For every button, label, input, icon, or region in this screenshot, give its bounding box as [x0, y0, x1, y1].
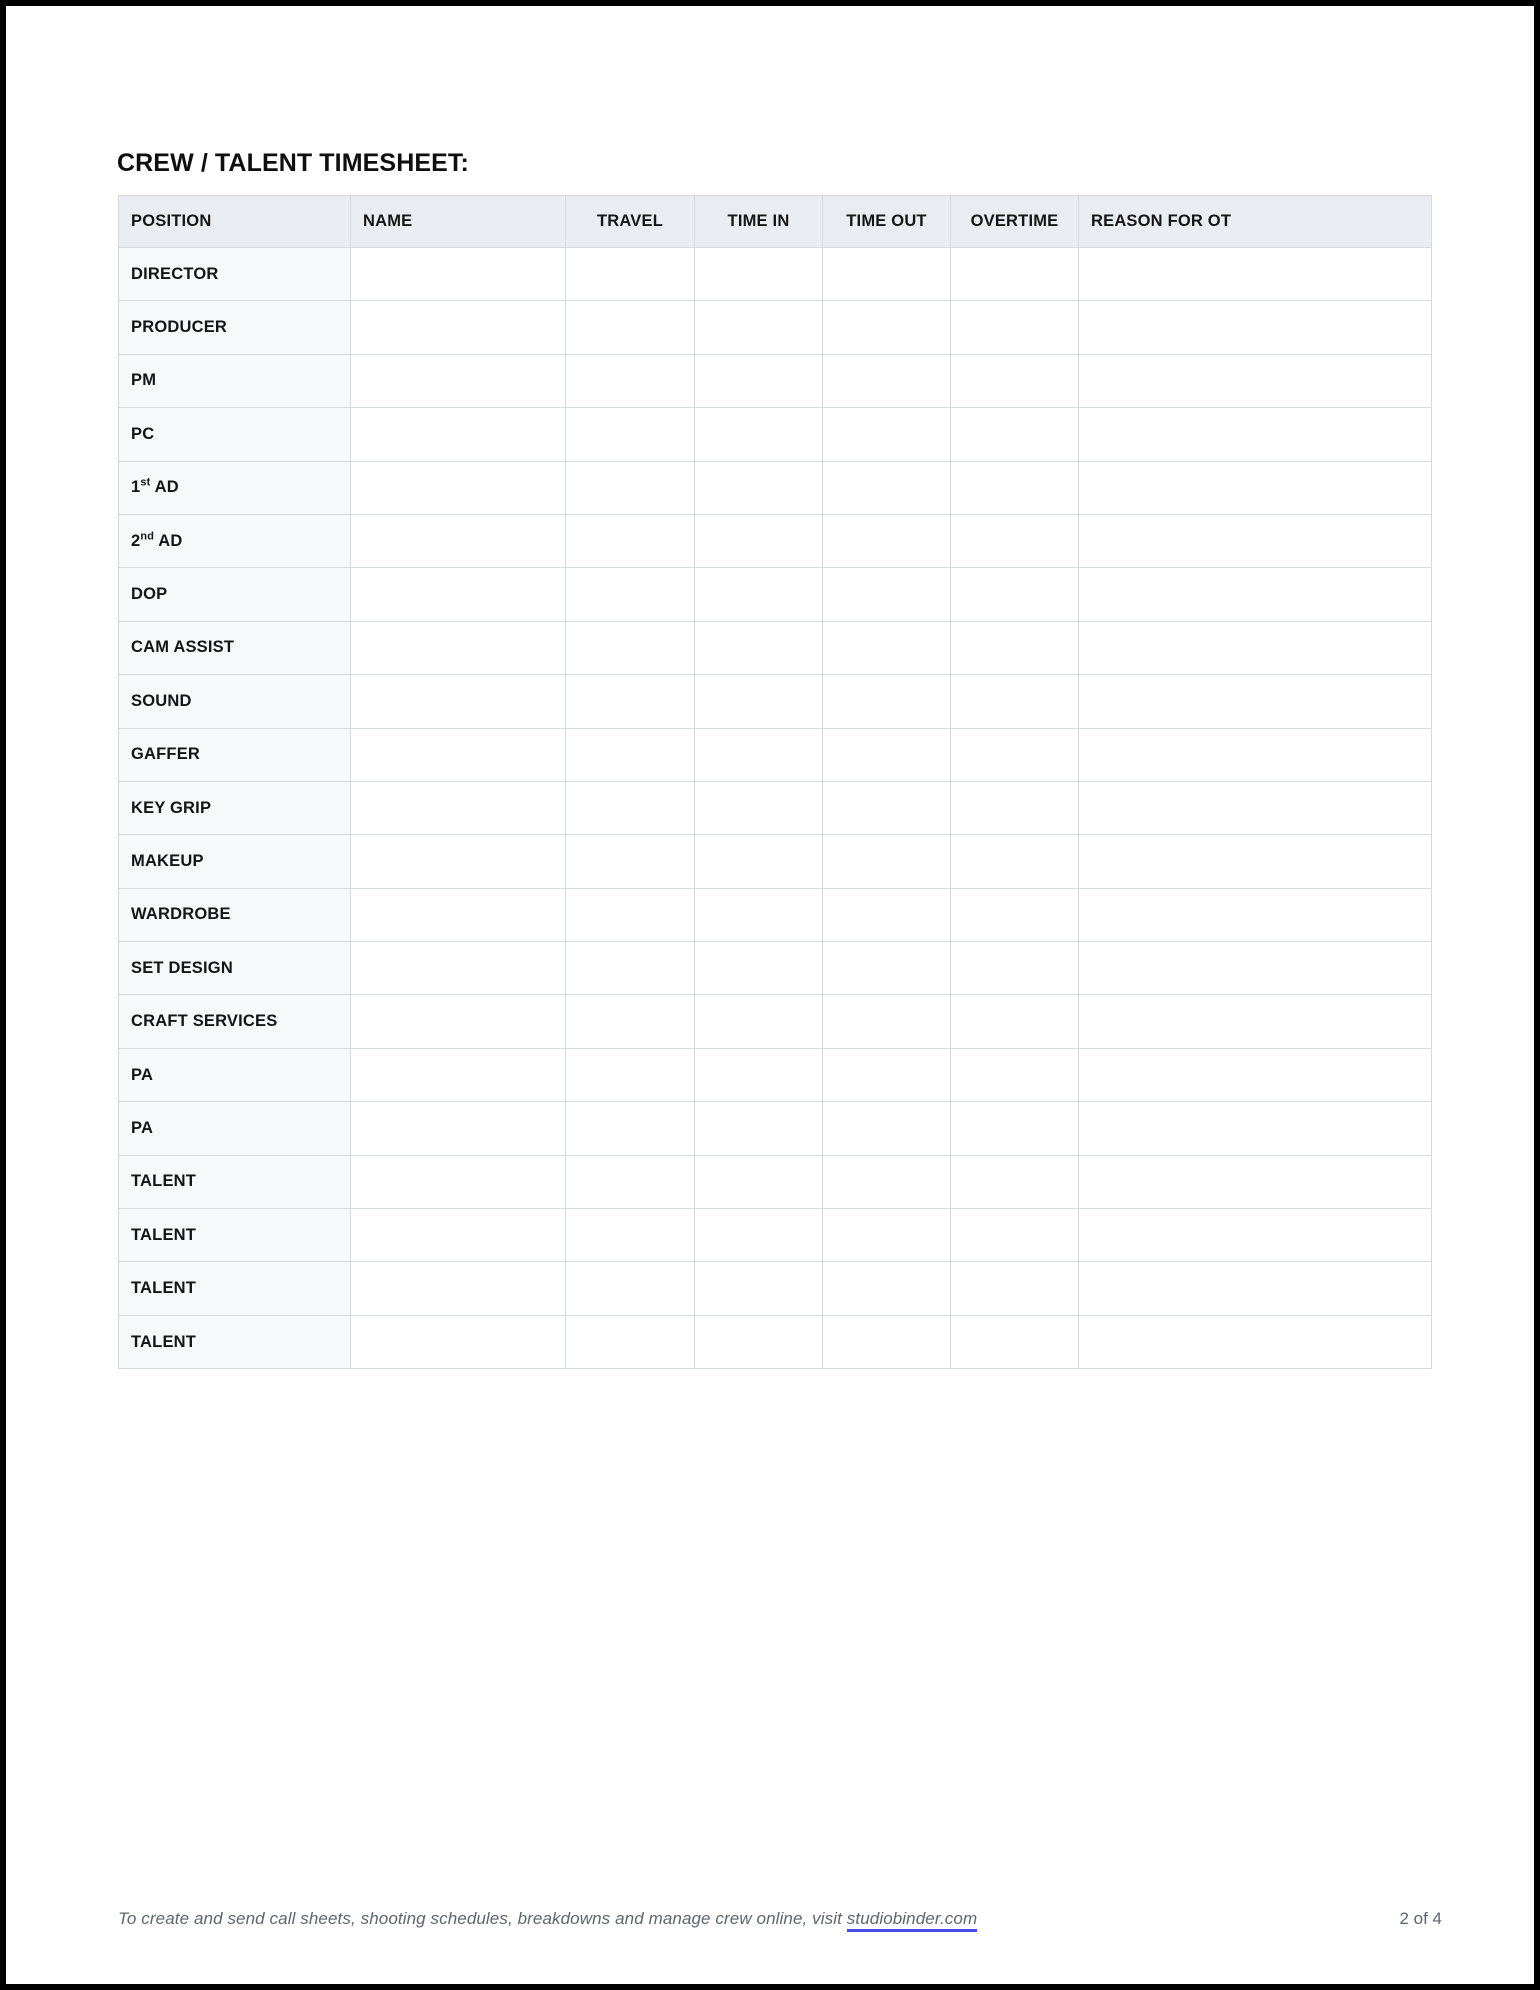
cell-reason-for-ot[interactable]: [1079, 621, 1432, 674]
cell-reason-for-ot[interactable]: [1079, 408, 1432, 461]
table-row: [119, 1048, 1432, 1101]
cell-name[interactable]: [351, 1262, 566, 1315]
cell-travel[interactable]: [566, 942, 695, 995]
cell-reason-for-ot[interactable]: [1079, 728, 1432, 781]
cell-reason-for-ot[interactable]: [1079, 1048, 1432, 1101]
position-label: WARDROBE: [131, 905, 231, 924]
cell-overtime[interactable]: [951, 1262, 1079, 1315]
cell-time-out[interactable]: [823, 248, 951, 301]
cell-travel[interactable]: [566, 248, 695, 301]
cell-name[interactable]: [351, 942, 566, 995]
cell-position: [119, 514, 351, 567]
table-row: [119, 1102, 1432, 1155]
position-label: MAKEUP: [131, 851, 204, 870]
cell-overtime[interactable]: [951, 1102, 1079, 1155]
cell-overtime[interactable]: [951, 942, 1079, 995]
cell-travel[interactable]: [566, 461, 695, 514]
cell-name[interactable]: [351, 835, 566, 888]
cell-position: [119, 568, 351, 621]
cell-time-in[interactable]: [695, 1209, 823, 1262]
table-row: [119, 621, 1432, 674]
cell-position: [119, 1102, 351, 1155]
position-label: TALENT: [131, 1225, 197, 1244]
position-label: 2: [131, 531, 141, 550]
cell-overtime[interactable]: [951, 621, 1079, 674]
table-row: [119, 995, 1432, 1048]
table-row: [119, 514, 1432, 567]
cell-time-in[interactable]: [695, 408, 823, 461]
table-row: [119, 568, 1432, 621]
cell-name[interactable]: [351, 408, 566, 461]
cell-time-in[interactable]: [695, 1048, 823, 1101]
cell-overtime[interactable]: [951, 354, 1079, 407]
cell-time-in[interactable]: [695, 1102, 823, 1155]
cell-overtime[interactable]: [951, 888, 1079, 941]
cell-time-in[interactable]: [695, 675, 823, 728]
cell-overtime[interactable]: [951, 728, 1079, 781]
cell-name[interactable]: [351, 1209, 566, 1262]
position-label: PA: [131, 1065, 154, 1084]
cell-travel[interactable]: [566, 781, 695, 834]
cell-time-in[interactable]: [695, 1155, 823, 1208]
cell-position: [119, 675, 351, 728]
position-label: 1: [131, 478, 141, 497]
page-indicator: 2 of 4: [1399, 1909, 1442, 1928]
cell-overtime[interactable]: [951, 1155, 1079, 1208]
cell-reason-for-ot[interactable]: [1079, 888, 1432, 941]
cell-travel[interactable]: [566, 728, 695, 781]
cell-time-out[interactable]: [823, 728, 951, 781]
table-row: [119, 835, 1432, 888]
cell-name[interactable]: [351, 781, 566, 834]
cell-time-out[interactable]: [823, 408, 951, 461]
cell-time-out[interactable]: [823, 835, 951, 888]
cell-time-out[interactable]: [823, 781, 951, 834]
cell-overtime[interactable]: [951, 408, 1079, 461]
cell-travel[interactable]: [566, 1155, 695, 1208]
cell-position: [119, 354, 351, 407]
position-label: GAFFER: [131, 745, 201, 764]
table-row: [119, 781, 1432, 834]
cell-travel[interactable]: [566, 835, 695, 888]
cell-time-out[interactable]: [823, 1155, 951, 1208]
cell-travel[interactable]: [566, 1262, 695, 1315]
cell-time-out[interactable]: [823, 621, 951, 674]
cell-travel[interactable]: [566, 408, 695, 461]
cell-overtime[interactable]: [951, 995, 1079, 1048]
table-row: [119, 354, 1432, 407]
cell-overtime[interactable]: [951, 1048, 1079, 1101]
cell-time-out[interactable]: [823, 888, 951, 941]
position-label: TALENT: [131, 1279, 197, 1298]
cell-overtime[interactable]: [951, 568, 1079, 621]
position-label: DOP: [131, 585, 168, 604]
cell-reason-for-ot[interactable]: [1079, 568, 1432, 621]
cell-reason-for-ot[interactable]: [1079, 301, 1432, 354]
cell-position: [119, 1209, 351, 1262]
cell-travel[interactable]: [566, 888, 695, 941]
cell-name[interactable]: [351, 995, 566, 1048]
cell-position: [119, 835, 351, 888]
cell-name[interactable]: [351, 1155, 566, 1208]
cell-name[interactable]: [351, 675, 566, 728]
page-content: [6, 6, 1534, 1984]
cell-time-in[interactable]: [695, 301, 823, 354]
crew-talent-timesheet-table: [118, 195, 1432, 1369]
position-label: SET DESIGN: [131, 958, 233, 977]
cell-time-in[interactable]: [695, 248, 823, 301]
cell-time-out[interactable]: [823, 1102, 951, 1155]
position-ordinal-suffix: st: [140, 476, 151, 489]
column-header-reason-for-ot: REASON FOR OT: [1079, 196, 1432, 248]
position-label: CRAFT SERVICES: [131, 1012, 278, 1031]
position-label: PA: [131, 1118, 154, 1137]
cell-travel[interactable]: [566, 301, 695, 354]
cell-reason-for-ot[interactable]: [1079, 248, 1432, 301]
cell-time-out[interactable]: [823, 354, 951, 407]
cell-reason-for-ot[interactable]: [1079, 1155, 1432, 1208]
table-row: [119, 942, 1432, 995]
table-header-row: [119, 196, 1432, 248]
cell-time-out[interactable]: [823, 995, 951, 1048]
cell-name[interactable]: [351, 514, 566, 567]
column-header-time-out: TIME OUT: [823, 196, 951, 248]
position-label: PC: [131, 424, 155, 443]
cell-reason-for-ot[interactable]: [1079, 942, 1432, 995]
cell-travel[interactable]: [566, 675, 695, 728]
table-header: [119, 196, 1432, 248]
cell-time-out[interactable]: [823, 568, 951, 621]
cell-travel[interactable]: [566, 621, 695, 674]
position-label-tail: AD: [150, 478, 179, 497]
cell-travel[interactable]: [566, 995, 695, 1048]
cell-position: [119, 942, 351, 995]
cell-name[interactable]: [351, 1102, 566, 1155]
cell-time-in[interactable]: [695, 942, 823, 995]
table-row: [119, 728, 1432, 781]
cell-reason-for-ot[interactable]: [1079, 1102, 1432, 1155]
cell-reason-for-ot[interactable]: [1079, 675, 1432, 728]
position-ordinal-suffix: nd: [140, 530, 155, 543]
cell-reason-for-ot[interactable]: [1079, 1315, 1432, 1368]
position-label: SOUND: [131, 691, 192, 710]
cell-overtime[interactable]: [951, 1209, 1079, 1262]
table-row: [119, 248, 1432, 301]
cell-reason-for-ot[interactable]: [1079, 835, 1432, 888]
column-header-travel: TRAVEL: [566, 196, 695, 248]
cell-time-in[interactable]: [695, 728, 823, 781]
cell-time-in[interactable]: [695, 888, 823, 941]
cell-time-in[interactable]: [695, 1262, 823, 1315]
cell-name[interactable]: [351, 301, 566, 354]
cell-travel[interactable]: [566, 1102, 695, 1155]
cell-time-out[interactable]: [823, 1315, 951, 1368]
page-title: CREW / TALENT TIMESHEET:: [117, 149, 469, 177]
cell-time-in[interactable]: [695, 995, 823, 1048]
table-row: [119, 1209, 1432, 1262]
column-header-name: NAME: [351, 196, 566, 248]
cell-time-in[interactable]: [695, 354, 823, 407]
table-row: [119, 888, 1432, 941]
cell-position: [119, 301, 351, 354]
cell-reason-for-ot[interactable]: [1079, 461, 1432, 514]
cell-time-out[interactable]: [823, 942, 951, 995]
cell-overtime[interactable]: [951, 675, 1079, 728]
cell-overtime[interactable]: [951, 835, 1079, 888]
cell-position: [119, 1155, 351, 1208]
cell-time-in[interactable]: [695, 835, 823, 888]
position-label: DIRECTOR: [131, 264, 219, 283]
cell-time-out[interactable]: [823, 1048, 951, 1101]
cell-time-out[interactable]: [823, 514, 951, 567]
studiobinder-link[interactable]: studiobinder.com: [847, 1909, 977, 1932]
cell-name[interactable]: [351, 461, 566, 514]
table-row: [119, 1315, 1432, 1368]
cell-travel[interactable]: [566, 1315, 695, 1368]
cell-travel[interactable]: [566, 354, 695, 407]
cell-time-out[interactable]: [823, 1209, 951, 1262]
cell-position: [119, 461, 351, 514]
footer-note-text: To create and send call sheets, shooting schedules, breakdowns and manage crew online, visit: [118, 1909, 847, 1928]
cell-overtime[interactable]: [951, 461, 1079, 514]
cell-name[interactable]: [351, 354, 566, 407]
table-row: [119, 301, 1432, 354]
cell-reason-for-ot[interactable]: [1079, 1262, 1432, 1315]
cell-name[interactable]: [351, 568, 566, 621]
position-label: PRODUCER: [131, 318, 228, 337]
table-row: [119, 1262, 1432, 1315]
cell-overtime[interactable]: [951, 301, 1079, 354]
cell-name[interactable]: [351, 1315, 566, 1368]
cell-position: [119, 728, 351, 781]
column-header-position: POSITION: [119, 196, 351, 248]
cell-position: [119, 781, 351, 834]
cell-name[interactable]: [351, 728, 566, 781]
cell-name[interactable]: [351, 621, 566, 674]
cell-overtime[interactable]: [951, 781, 1079, 834]
position-label-tail: AD: [154, 531, 183, 550]
cell-name[interactable]: [351, 248, 566, 301]
cell-time-out[interactable]: [823, 1262, 951, 1315]
cell-travel[interactable]: [566, 514, 695, 567]
cell-travel[interactable]: [566, 568, 695, 621]
cell-position: [119, 408, 351, 461]
cell-time-in[interactable]: [695, 568, 823, 621]
page-footer: [118, 1909, 1442, 1929]
position-label: PM: [131, 371, 157, 390]
cell-position: [119, 995, 351, 1048]
table-row: [119, 461, 1432, 514]
cell-time-out[interactable]: [823, 675, 951, 728]
cell-time-in[interactable]: [695, 781, 823, 834]
timesheet-table-wrapper: [118, 195, 1431, 1369]
cell-travel[interactable]: [566, 1209, 695, 1262]
table-row: [119, 408, 1432, 461]
cell-time-in[interactable]: [695, 461, 823, 514]
cell-overtime[interactable]: [951, 514, 1079, 567]
cell-travel[interactable]: [566, 1048, 695, 1101]
cell-position: [119, 621, 351, 674]
table-row: [119, 1155, 1432, 1208]
cell-position: [119, 1262, 351, 1315]
cell-reason-for-ot[interactable]: [1079, 781, 1432, 834]
cell-position: [119, 1048, 351, 1101]
position-label: TALENT: [131, 1332, 197, 1351]
footer-note: [118, 1909, 977, 1929]
position-label: TALENT: [131, 1172, 197, 1191]
cell-reason-for-ot[interactable]: [1079, 514, 1432, 567]
position-label: CAM ASSIST: [131, 638, 235, 657]
cell-overtime[interactable]: [951, 248, 1079, 301]
table-body: [119, 248, 1432, 1369]
cell-time-in[interactable]: [695, 514, 823, 567]
cell-overtime[interactable]: [951, 1315, 1079, 1368]
cell-position: [119, 248, 351, 301]
cell-time-out[interactable]: [823, 301, 951, 354]
column-header-time-in: TIME IN: [695, 196, 823, 248]
cell-name[interactable]: [351, 888, 566, 941]
position-label: KEY GRIP: [131, 798, 212, 817]
cell-time-in[interactable]: [695, 621, 823, 674]
cell-reason-for-ot[interactable]: [1079, 995, 1432, 1048]
cell-position: [119, 888, 351, 941]
cell-name[interactable]: [351, 1048, 566, 1101]
column-header-overtime: OVERTIME: [951, 196, 1079, 248]
cell-time-in[interactable]: [695, 1315, 823, 1368]
cell-reason-for-ot[interactable]: [1079, 354, 1432, 407]
cell-position: [119, 1315, 351, 1368]
cell-time-out[interactable]: [823, 461, 951, 514]
cell-reason-for-ot[interactable]: [1079, 1209, 1432, 1262]
table-row: [119, 675, 1432, 728]
